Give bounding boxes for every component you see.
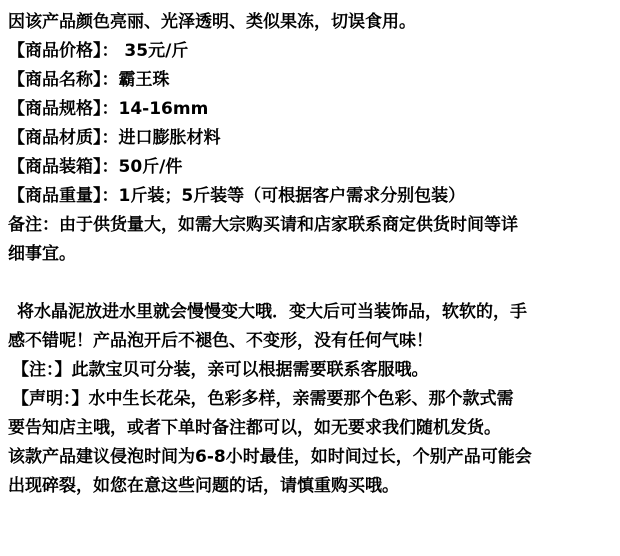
note-line-1: 备注：由于供货量大，如需大宗购买请和店家联系商定供货时间等详: [8, 215, 518, 235]
spec-label: 【商品名称】: [8, 70, 102, 90]
intro-text: 因该产品颜色亮丽、光泽透明、类似果冻，切误食用。: [8, 12, 416, 32]
spec-row-size: [8, 95, 614, 124]
spec-label: 【商品材质】: [8, 128, 102, 148]
spec-row-packing: [8, 153, 614, 182]
spec-value: 霸王珠: [118, 70, 170, 90]
desc-line: 将水晶泥放进水里就会慢慢变大哦．变大后可当装饰品，软软的，手: [17, 302, 527, 322]
spec-label: 【商品装箱】: [8, 157, 102, 177]
spec-value: 进口膨胀材料: [118, 128, 221, 148]
spec-separator: ：: [101, 186, 119, 206]
product-description: [8, 8, 614, 501]
desc-line: 感不错呢！产品泡开后不褪色、不变形，没有任何气味！: [8, 331, 433, 351]
spec-separator: ：: [101, 128, 119, 148]
paragraph-gap: [8, 269, 614, 298]
spec-value: 50斤/件: [118, 157, 183, 177]
spec-value: 35元/斤: [118, 41, 189, 61]
desc-line: 出现碎裂，如您在意这些问题的话，请慎重购买哦。: [8, 476, 399, 496]
spec-separator: ：: [101, 70, 119, 90]
spec-label: 【商品重量】: [8, 186, 102, 206]
desc-line: 该款产品建议侵泡时间为6-8小时最佳，如时间过长，个别产品可能会: [8, 447, 532, 467]
spec-label: 【商品规格】: [8, 99, 102, 119]
desc-line: 要告知店主哦，或者下单时备注都可以，如无要求我们随机发货。: [8, 418, 501, 438]
note-line-2: 细事宜。: [8, 244, 76, 264]
spec-row-price: [8, 37, 614, 66]
statement-line: 【声明：】水中生长花朵，色彩多样，亲需要那个色彩、那个款式需: [12, 389, 514, 409]
spec-separator: ：: [101, 99, 119, 119]
spec-label: 【商品价格】: [8, 41, 102, 61]
spec-row-name: [8, 66, 614, 95]
note-notice: 【注：】此款宝贝可分装，亲可以根据需要联系客服哦。: [12, 360, 429, 380]
spec-separator: ：: [101, 157, 119, 177]
spec-separator: ：: [101, 41, 119, 61]
spec-value: 1斤装；5斤装等（可根据客户需求分别包装）: [118, 186, 466, 206]
spec-row-weight: [8, 182, 614, 211]
spec-row-material: [8, 124, 614, 153]
spec-value: 14-16mm: [118, 99, 209, 119]
